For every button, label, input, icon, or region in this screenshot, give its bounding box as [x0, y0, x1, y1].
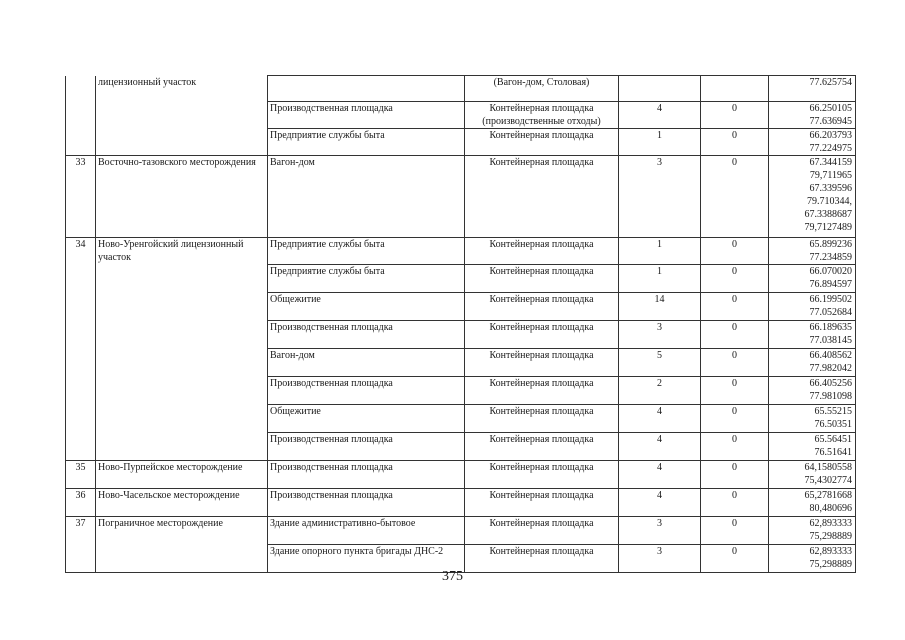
coordinate-value: 65.899236 — [809, 239, 852, 250]
row-number-cell — [66, 102, 96, 129]
container-count-cell: 1 — [619, 129, 701, 156]
row-number-cell — [66, 265, 96, 293]
table-row — [66, 76, 856, 102]
zero-value-cell: 0 — [701, 461, 769, 489]
site-type-cell: Контейнерная площадка (производственные отходы) — [465, 102, 619, 129]
site-type-cell: Контейнерная площадка — [465, 321, 619, 349]
coordinate-value: 65.56451 — [814, 434, 852, 445]
object-cell: Производственная площадка — [268, 433, 465, 461]
container-count-cell: 4 — [619, 461, 701, 489]
coordinate-value: 76.51641 — [814, 447, 852, 458]
coordinates-cell — [769, 321, 856, 349]
coordinate-value: 77.038145 — [809, 335, 852, 346]
zero-value-cell: 0 — [701, 129, 769, 156]
field-name-cell — [96, 405, 268, 433]
coordinates-cell — [769, 238, 856, 265]
site-type-cell: Контейнерная площадка — [465, 265, 619, 293]
coordinate-value: 75,298889 — [809, 531, 852, 542]
coordinate-value: 79.710344, — [807, 196, 852, 207]
table-row — [66, 349, 856, 377]
zero-value-cell: 0 — [701, 377, 769, 405]
site-type-cell: Контейнерная площадка — [465, 461, 619, 489]
coordinate-value: 62,893333 — [809, 518, 852, 529]
coordinate-value: 77.234859 — [809, 252, 852, 263]
object-cell: Общежитие — [268, 405, 465, 433]
coordinate-value: 66.203793 — [809, 130, 852, 141]
coordinate-value: 79,7127489 — [804, 222, 852, 233]
container-count-cell — [619, 76, 701, 102]
zero-value-cell: 0 — [701, 156, 769, 238]
site-type-cell: Контейнерная площадка — [465, 293, 619, 321]
object-cell: Общежитие — [268, 293, 465, 321]
row-number-cell: 36 — [66, 489, 96, 517]
site-type-cell: Контейнерная площадка — [465, 156, 619, 238]
coordinate-value: 76.50351 — [814, 419, 852, 430]
row-number-cell — [66, 377, 96, 405]
row-number-cell — [66, 433, 96, 461]
field-name-cell: Пограничное месторождение — [96, 517, 268, 545]
coordinate-value: 75,298889 — [809, 559, 852, 570]
table-body — [66, 76, 856, 573]
row-number-cell: 37 — [66, 517, 96, 545]
site-type-cell: Контейнерная площадка — [465, 433, 619, 461]
row-number-cell — [66, 349, 96, 377]
object-cell: Производственная площадка — [268, 377, 465, 405]
object-cell: Производственная площадка — [268, 461, 465, 489]
container-count-cell: 14 — [619, 293, 701, 321]
coordinates-cell — [769, 129, 856, 156]
object-cell — [268, 76, 465, 102]
zero-value-cell: 0 — [701, 545, 769, 573]
table-row — [66, 517, 856, 545]
coordinate-value: 77.625754 — [809, 77, 852, 88]
zero-value-cell: 0 — [701, 433, 769, 461]
object-cell: Здание опорного пункта бригады ДНС-2 — [268, 545, 465, 573]
zero-value-cell: 0 — [701, 489, 769, 517]
table-row — [66, 405, 856, 433]
zero-value-cell: 0 — [701, 405, 769, 433]
container-count-cell: 3 — [619, 321, 701, 349]
container-count-cell: 1 — [619, 265, 701, 293]
object-cell: Производственная площадка — [268, 489, 465, 517]
row-number-cell — [66, 321, 96, 349]
field-name-cell — [96, 433, 268, 461]
container-count-cell: 1 — [619, 238, 701, 265]
site-type-cell: Контейнерная площадка — [465, 129, 619, 156]
container-count-cell: 3 — [619, 517, 701, 545]
coordinate-value: 65,2781668 — [804, 490, 852, 501]
coordinates-cell — [769, 349, 856, 377]
site-type-cell: Контейнерная площадка — [465, 517, 619, 545]
coordinates-cell — [769, 405, 856, 433]
coordinate-value: 66.405256 — [809, 378, 852, 389]
zero-value-cell: 0 — [701, 102, 769, 129]
row-number-cell: 35 — [66, 461, 96, 489]
coordinate-value: 77.224975 — [809, 143, 852, 154]
table-row — [66, 377, 856, 405]
row-number-cell — [66, 293, 96, 321]
table-row — [66, 102, 856, 129]
zero-value-cell: 0 — [701, 517, 769, 545]
container-count-cell: 4 — [619, 489, 701, 517]
field-name-cell: Ново-Часельское месторождение — [96, 489, 268, 517]
object-cell: Вагон-дом — [268, 156, 465, 238]
coordinate-value: 77.052684 — [809, 307, 852, 318]
object-cell: Предприятие службы быта — [268, 129, 465, 156]
field-name-cell — [96, 129, 268, 156]
coordinates-cell — [769, 76, 856, 102]
container-count-cell: 4 — [619, 405, 701, 433]
coordinates-cell — [769, 489, 856, 517]
coordinate-value: 77.636945 — [809, 116, 852, 127]
field-name-cell — [96, 293, 268, 321]
table-row — [66, 293, 856, 321]
zero-value-cell — [701, 76, 769, 102]
container-count-cell: 5 — [619, 349, 701, 377]
field-name-cell — [96, 102, 268, 129]
coordinate-value: 66.199502 — [809, 294, 852, 305]
site-type-cell: Контейнерная площадка — [465, 545, 619, 573]
site-type-cell: Контейнерная площадка — [465, 405, 619, 433]
object-cell: Предприятие службы быта — [268, 238, 465, 265]
field-name-cell — [96, 321, 268, 349]
coordinates-cell — [769, 156, 856, 238]
table-row — [66, 129, 856, 156]
coordinate-value: 67.339596 — [809, 183, 852, 194]
waste-sites-table — [65, 75, 856, 573]
table-row — [66, 238, 856, 265]
coordinate-value: 66.408562 — [809, 350, 852, 361]
coordinate-value: 75,4302774 — [804, 475, 852, 486]
site-type-cell: Контейнерная площадка — [465, 349, 619, 377]
field-name-cell — [96, 377, 268, 405]
field-name-cell: Ново-Пурпейское месторождение — [96, 461, 268, 489]
table-row — [66, 265, 856, 293]
zero-value-cell: 0 — [701, 238, 769, 265]
object-cell: Производственная площадка — [268, 102, 465, 129]
container-count-cell: 4 — [619, 433, 701, 461]
row-number-cell — [66, 405, 96, 433]
coordinates-cell — [769, 377, 856, 405]
coordinate-value: 80,480696 — [809, 503, 852, 514]
object-cell: Здание административно-бытовое — [268, 517, 465, 545]
container-count-cell: 4 — [619, 102, 701, 129]
coordinate-value: 66.070020 — [809, 266, 852, 277]
table-row — [66, 433, 856, 461]
site-type-cell: (Вагон-дом, Столовая) — [465, 76, 619, 102]
object-cell: Производственная площадка — [268, 321, 465, 349]
site-type-cell: Контейнерная площадка — [465, 238, 619, 265]
page-number: 375 — [442, 569, 463, 584]
coordinates-cell — [769, 265, 856, 293]
container-count-cell: 3 — [619, 545, 701, 573]
table-row — [66, 489, 856, 517]
field-name-cell: лицензионный участок — [96, 76, 268, 102]
table-row — [66, 321, 856, 349]
coordinate-value: 77.982042 — [809, 363, 852, 374]
coordinates-cell — [769, 433, 856, 461]
row-number-cell: 34 — [66, 238, 96, 265]
coordinates-cell — [769, 102, 856, 129]
object-cell: Предприятие службы быта — [268, 265, 465, 293]
coordinate-value: 67.3388687 — [804, 209, 852, 220]
row-number-cell — [66, 76, 96, 102]
coordinates-cell — [769, 517, 856, 545]
row-number-cell — [66, 129, 96, 156]
zero-value-cell: 0 — [701, 265, 769, 293]
coordinate-value: 77.981098 — [809, 391, 852, 402]
zero-value-cell: 0 — [701, 293, 769, 321]
coordinate-value: 64,1580558 — [804, 462, 852, 473]
coordinate-value: 79,711965 — [809, 170, 852, 181]
table-row — [66, 461, 856, 489]
coordinate-value: 67.344159 — [809, 157, 852, 168]
field-name-cell — [96, 349, 268, 377]
object-cell: Вагон-дом — [268, 349, 465, 377]
coordinates-cell — [769, 461, 856, 489]
coordinate-value: 76.894597 — [809, 279, 852, 290]
coordinates-cell — [769, 293, 856, 321]
container-count-cell: 2 — [619, 377, 701, 405]
coordinate-value: 62,893333 — [809, 546, 852, 557]
table-row — [66, 156, 856, 238]
coordinate-value: 65.55215 — [814, 406, 852, 417]
field-name-cell: Ново-Уренгойский лицензионный участок — [96, 238, 268, 265]
container-count-cell: 3 — [619, 156, 701, 238]
zero-value-cell: 0 — [701, 349, 769, 377]
field-name-cell — [96, 265, 268, 293]
coordinate-value: 66.189635 — [809, 322, 852, 333]
coordinate-value: 66.250105 — [809, 103, 852, 114]
row-number-cell: 33 — [66, 156, 96, 238]
site-type-cell: Контейнерная площадка — [465, 377, 619, 405]
field-name-cell: Восточно-тазовского месторождения — [96, 156, 268, 238]
site-type-cell: Контейнерная площадка — [465, 489, 619, 517]
zero-value-cell: 0 — [701, 321, 769, 349]
